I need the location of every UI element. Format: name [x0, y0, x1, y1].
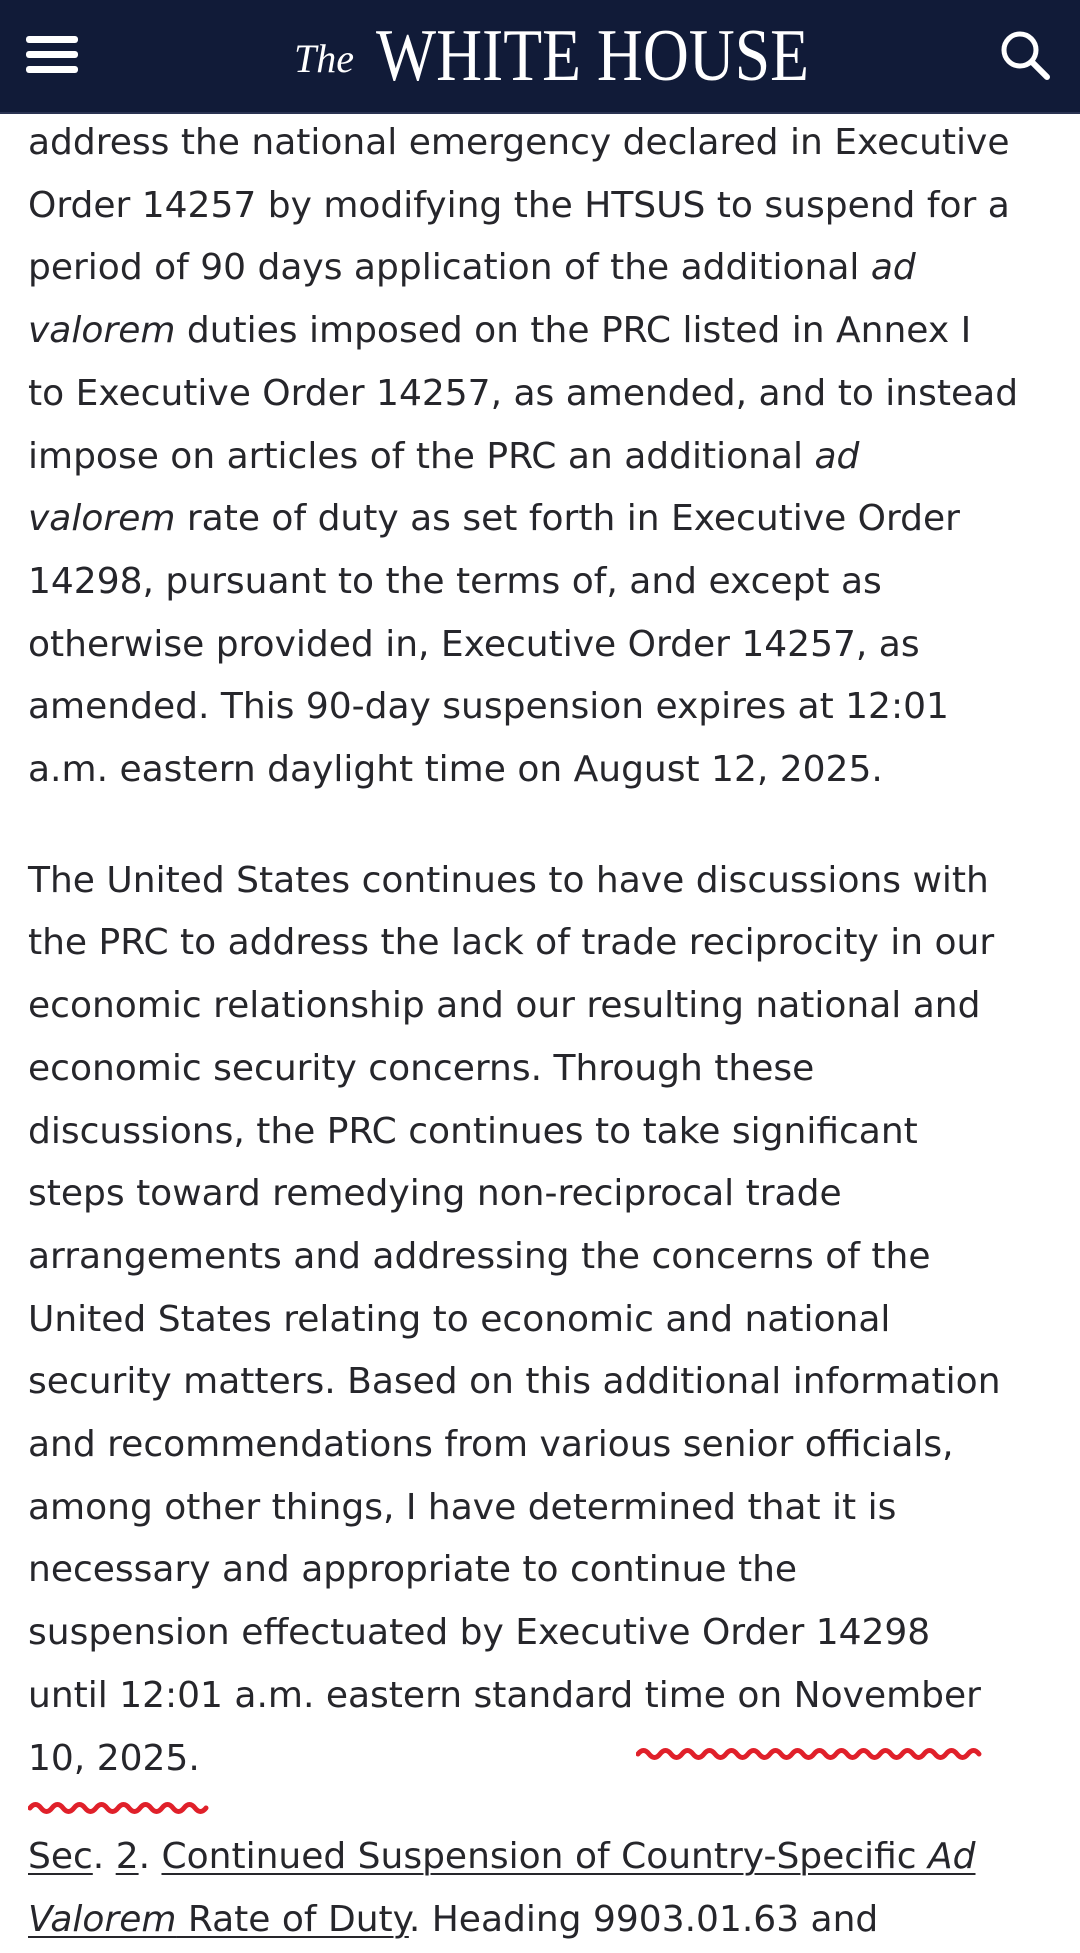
text-run: period of 90 days application of the additional: [28, 247, 871, 289]
text-line: [28, 1665, 1058, 1728]
text-line: [28, 363, 1058, 426]
text-line: [28, 1826, 1058, 1889]
text-line: [28, 488, 1058, 551]
text-run: .: [92, 1836, 116, 1878]
text-run: a.m. eastern daylight time on August 12, 2025.: [28, 749, 883, 791]
text-line: [28, 1101, 1058, 1164]
underlined-text: Ad: [928, 1836, 976, 1878]
logo-name: WHITE HOUSE: [376, 14, 810, 97]
paragraph-discussions: [28, 850, 1058, 1791]
text-run: 10, 2025.: [28, 1737, 200, 1779]
text-line: [28, 912, 1058, 975]
logo-the: The: [294, 35, 354, 81]
underlined-text: 2: [115, 1836, 139, 1878]
paragraph-section-2: [28, 1826, 1058, 1951]
site-logo: [0, 0, 1080, 112]
text-line: [28, 551, 1058, 614]
text-run: to Executive Order 14257, as amended, and to instead: [28, 372, 1019, 414]
search-icon-glyph: [996, 26, 1056, 86]
search-icon[interactable]: [996, 26, 1056, 86]
hamburger-menu-icon[interactable]: [26, 34, 80, 74]
text-run: address the national emergency declared in Executive: [28, 122, 1010, 163]
article-body: [28, 112, 1058, 1952]
text-run: necessary and appropriate to continue the: [28, 1549, 798, 1591]
site-header: [0, 0, 1080, 114]
text-run: otherwise provided in, Executive Order 14257, as: [28, 623, 920, 665]
text-line: [28, 1351, 1058, 1414]
italic-text: ad: [870, 247, 916, 289]
text-run: steps toward remedying non-reciprocal trade: [28, 1173, 842, 1215]
text-run: .: [138, 1836, 162, 1878]
text-line: [28, 1539, 1058, 1602]
italic-text: valorem: [28, 310, 176, 352]
text-line: [28, 614, 1058, 677]
text-line: [28, 1414, 1058, 1477]
text-line: [28, 300, 1058, 363]
text-run: amended. This 90-day suspension expires at 12:01: [28, 686, 949, 728]
italic-text: ad: [814, 435, 860, 477]
text-line: [28, 175, 1058, 238]
text-line: [28, 676, 1058, 739]
text-run: 14298, pursuant to the terms of, and except as: [28, 560, 882, 602]
text-run: United States relating to economic and national: [28, 1298, 891, 1340]
text-run: security matters. Based on this additional information: [28, 1361, 1001, 1403]
text-run: impose on articles of the PRC an additional: [28, 435, 815, 477]
text-line: [28, 1889, 1058, 1952]
text-line: [28, 1289, 1058, 1352]
text-run: . Heading 9903.01.63 and: [408, 1898, 879, 1940]
paragraph-suspension: [28, 112, 1058, 802]
red-squiggle-annotation: [636, 1742, 988, 1766]
text-line: [28, 975, 1058, 1038]
text-line: [28, 1163, 1058, 1226]
text-run: The United States continues to have discussions with: [28, 859, 989, 901]
text-run: among other things, I have determined that it is: [28, 1486, 897, 1528]
text-run: until 12:01 a.m. eastern standard time on November: [28, 1674, 981, 1716]
underlined-text: Valorem: [28, 1898, 177, 1940]
red-squiggle-annotation: [28, 1796, 214, 1820]
text-line: [28, 426, 1058, 489]
text-run: rate of duty as set forth in Executive Order: [175, 498, 960, 540]
text-run: economic relationship and our resulting national and: [28, 985, 981, 1027]
underlined-text: Rate of Duty: [176, 1898, 409, 1940]
text-run: Order 14257 by modifying the HTSUS to suspend for a: [28, 184, 1010, 226]
text-run: and recommendations from various senior officials,: [28, 1424, 954, 1466]
text-run: suspension effectuated by Executive Order 14298: [28, 1612, 931, 1654]
text-line: [28, 1602, 1058, 1665]
text-run: arrangements and addressing the concerns of the: [28, 1235, 931, 1277]
underlined-text: Sec: [28, 1836, 93, 1878]
text-run: discussions, the PRC continues to take significant: [28, 1110, 918, 1152]
text-run: economic security concerns. Through these: [28, 1047, 815, 1089]
text-line: [28, 739, 1058, 802]
text-line: [28, 1226, 1058, 1289]
text-line: [28, 237, 1058, 300]
text-line: [28, 1038, 1058, 1101]
underlined-text: Continued Suspension of Country-Specific: [161, 1836, 929, 1878]
text-run: duties imposed on the PRC listed in Annex I: [175, 310, 972, 352]
text-run: the PRC to address the lack of trade reciprocity in our: [28, 922, 995, 964]
text-line: [28, 850, 1058, 913]
italic-text: valorem: [28, 498, 176, 540]
text-line: [28, 1477, 1058, 1540]
text-line: [28, 112, 1058, 175]
